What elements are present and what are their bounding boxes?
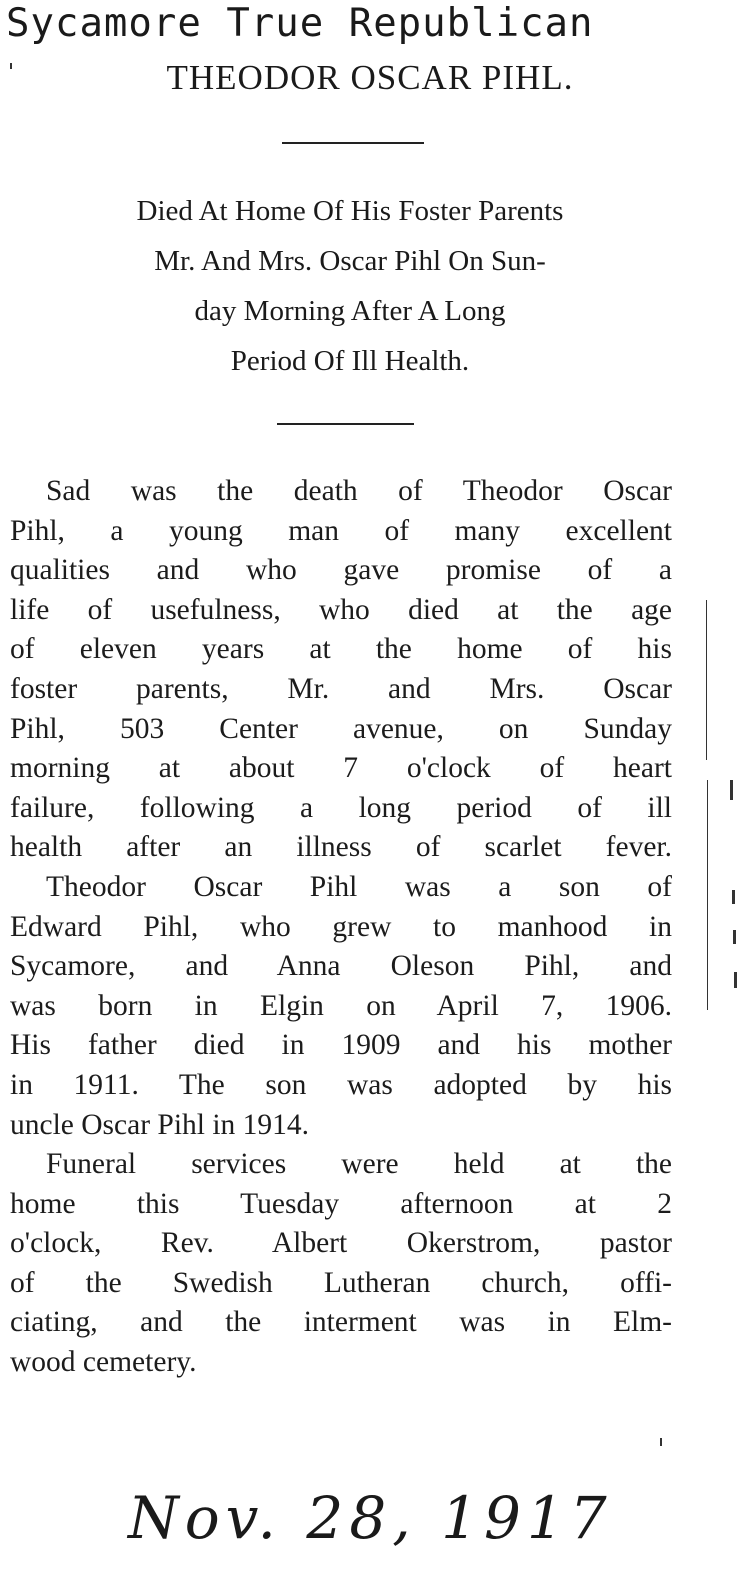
body-line: was born in Elgin on April 7, 1906.	[10, 989, 672, 1022]
body-line: wood cemetery.	[10, 1346, 197, 1379]
masthead-title: Sycamore True Republican	[6, 1, 594, 46]
body-line: in 1911. The son was adopted by his	[10, 1068, 672, 1101]
obituary-headline: THEODOR OSCAR PIHL.	[166, 58, 574, 97]
body-line: ciating, and the interment was in Elm-	[10, 1306, 672, 1339]
body-line: home this Tuesday afternoon at 2	[10, 1187, 672, 1220]
body-line: uncle Oscar Pihl in 1914.	[10, 1108, 310, 1141]
body-line: Sycamore, and Anna Oleson Pihl, and	[10, 950, 672, 983]
headline-divider	[282, 142, 424, 144]
body-line: Theodor Oscar Pihl was a son of	[46, 870, 672, 903]
subhead-line: Mr. And Mrs. Oscar Pihl On Sun-	[154, 245, 546, 277]
body-line: foster parents, Mr. and Mrs. Oscar	[10, 672, 672, 705]
body-line: Sad was the death of Theodor Oscar	[46, 475, 672, 507]
body-line: of eleven years at the home of his	[10, 633, 672, 666]
body-line: Edward Pihl, who grew to manhood in	[10, 910, 672, 943]
subhead-divider	[277, 423, 414, 425]
body-line: health after an illness of scarlet fever.	[10, 831, 672, 864]
body-line: o'clock, Rev. Albert Okerstrom, pastor	[10, 1227, 672, 1260]
body-line: of the Swedish Lutheran church, offi-	[10, 1266, 672, 1299]
body-line: failure, following a long period of ill	[10, 791, 672, 824]
subhead-line: Period Of Ill Health.	[230, 345, 470, 377]
stray-mark	[660, 1438, 662, 1446]
adjacent-column-edge	[700, 600, 740, 1020]
handwritten-date: Nov. 28, 1917	[128, 1484, 613, 1552]
body-line: life of usefulness, who died at the age	[10, 593, 672, 626]
subheadline	[0, 186, 700, 386]
body-line: qualities and who gave promise of a	[10, 554, 672, 587]
body-line: morning at about 7 o'clock of heart	[10, 752, 672, 785]
subhead-line: Died At Home Of His Foster Parents	[136, 195, 564, 227]
article-body	[10, 472, 672, 1383]
stray-mark	[10, 63, 12, 69]
body-line: Pihl, a young man of many excellent	[10, 514, 672, 547]
body-line: His father died in 1909 and his mother	[10, 1029, 672, 1062]
body-line: Funeral services were held at the	[46, 1148, 672, 1181]
body-line: Pihl, 503 Center avenue, on Sunday	[10, 712, 672, 745]
subhead-line: day Morning After A Long	[194, 295, 506, 327]
